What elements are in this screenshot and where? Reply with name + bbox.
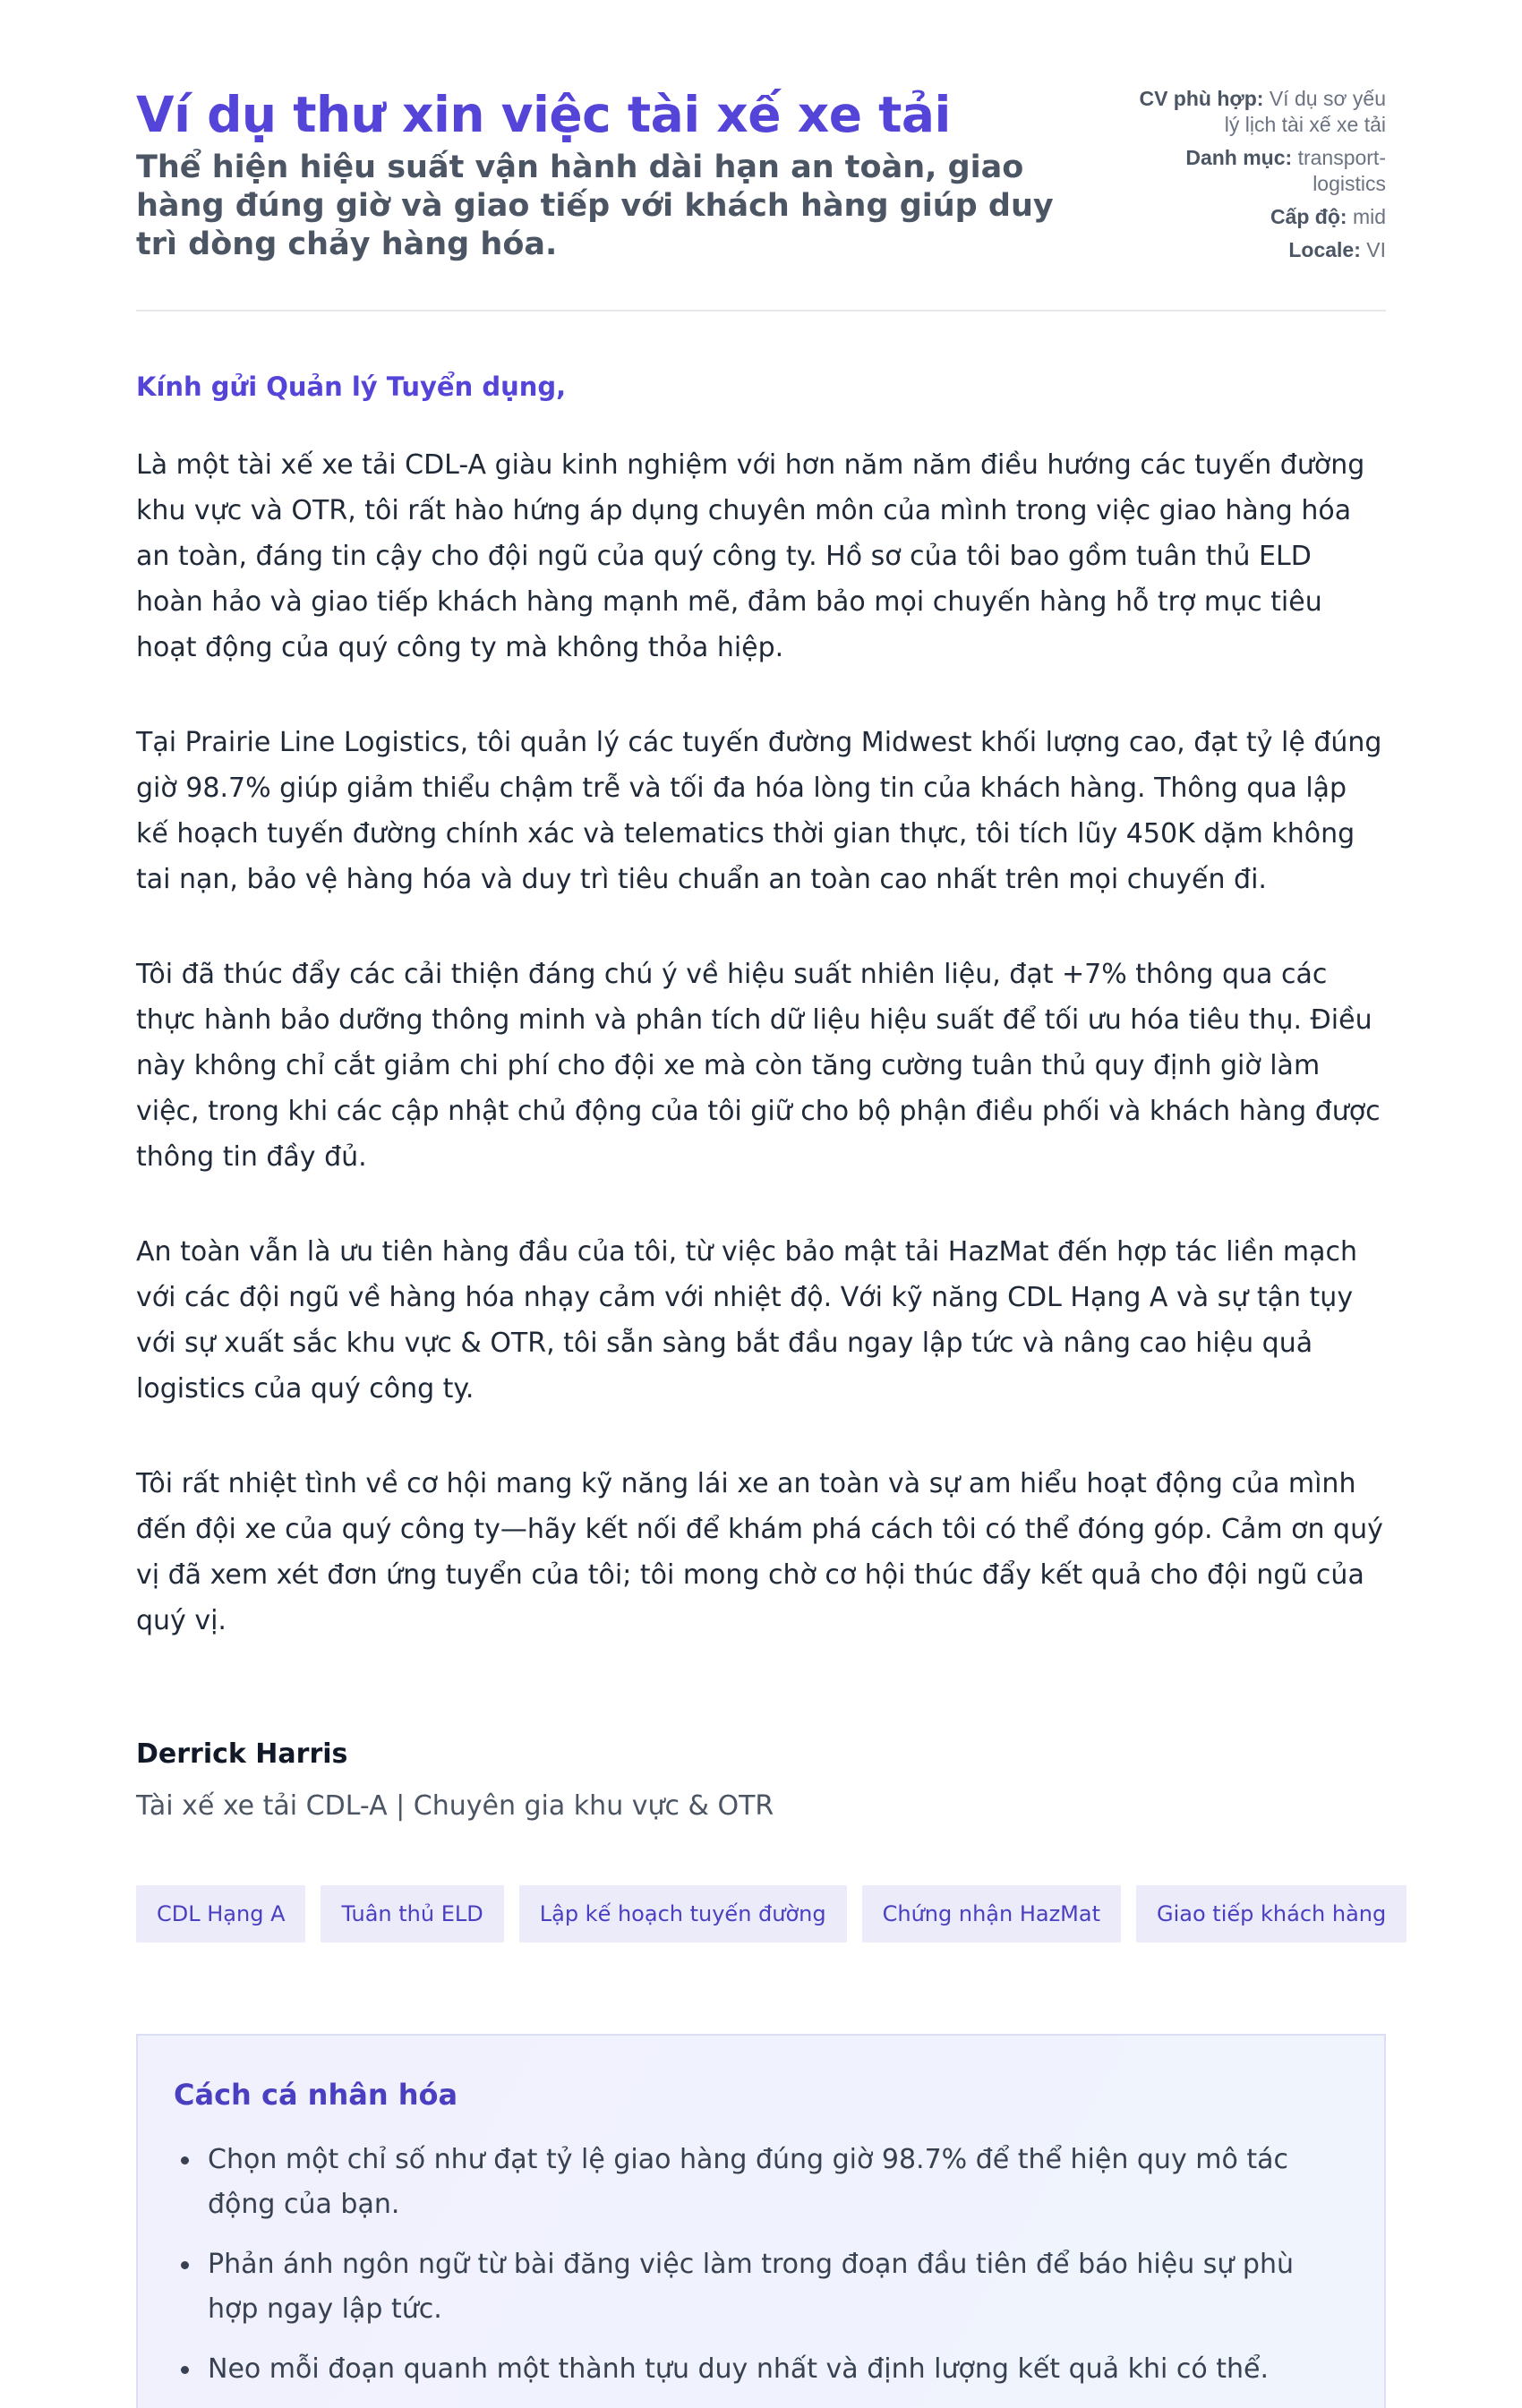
skill-tag: Chứng nhận HazMat bbox=[862, 1885, 1121, 1943]
skill-tag: Giao tiếp khách hàng bbox=[1136, 1885, 1407, 1943]
meta-category-value: transport-logistics bbox=[1297, 146, 1386, 195]
letter-paragraph-1: Là một tài xế xe tải CDL-A giàu kinh nghiệm với hơn năm năm điều hướng các tuyến đường khu vực và OTR, tôi rất hào hứng áp dụng chuyên môn của mình trong việc giao hàng hóa an toàn, đáng tin cậy cho đội ngũ của quý công ty. Hồ sơ của tôi bao gồm tuân thủ ELD hoàn hảo và giao tiếp khách hàng mạnh mẽ, đảm bảo mọi chuyến hàng hỗ trợ mục tiêu hoạt động của quý công ty mà không thỏa hiệp. bbox=[136, 449, 1365, 663]
tips-title: Cách cá nhân hóa bbox=[174, 2078, 458, 2112]
page-header bbox=[136, 0, 1386, 312]
page-subtitle: Thể hiện hiệu suất vận hành dài hạn an toàn, giao hàng đúng giờ và giao tiếp với khách hàng giúp duy trì dòng chảy hàng hóa. bbox=[136, 149, 1054, 262]
letter-paragraph-5: Tôi rất nhiệt tình về cơ hội mang kỹ năng lái xe an toàn và sự am hiểu hoạt động của mình đến đội xe của quý công ty—hãy kết nối để khám phá cách tôi có thể đóng góp. Cảm ơn quý vị đã xem xét đơn ứng tuyển của tôi; tôi mong chờ cơ hội thúc đẩy kết quả cho đội ngũ của quý vị. bbox=[136, 1468, 1383, 1636]
meta-level bbox=[1135, 204, 1386, 230]
meta-level-label: Cấp độ: bbox=[1270, 205, 1347, 228]
signature-role: Tài xế xe tải CDL-A | Chuyên gia khu vực & OTR bbox=[136, 1790, 774, 1822]
meta-locale bbox=[1135, 237, 1386, 263]
meta-cv-value: Ví dụ sơ yếu lý lịch tài xế xe tải bbox=[1224, 87, 1386, 136]
letter-paragraph-2: Tại Prairie Line Logistics, tôi quản lý các tuyến đường Midwest khối lượng cao, đạt tỷ lệ đúng giờ 98.7% giúp giảm thiểu chậm trễ và tối đa hóa lòng tin của khách hàng. Thông qua lập kế hoạch tuyến đường chính xác và telematics thời gian thực, tôi tích lũy 450K dặm không tai nạn, bảo vệ hàng hóa và duy trì tiêu chuẩn an toàn cao nhất trên mọi chuyến đi. bbox=[136, 727, 1382, 895]
letter-greeting: Kính gửi Quản lý Tuyển dụng, bbox=[136, 371, 567, 402]
page-title: Ví dụ thư xin việc tài xế xe tải bbox=[136, 86, 951, 143]
tips-list bbox=[174, 2138, 1348, 2392]
meta-level-value: mid bbox=[1352, 205, 1386, 228]
meta-locale-label: Locale: bbox=[1288, 238, 1361, 261]
letter-body bbox=[136, 369, 1386, 2408]
letter-paragraph-3: Tôi đã thúc đẩy các cải thiện đáng chú ý về hiệu suất nhiên liệu, đạt +7% thông qua các thực hành bảo dưỡng thông minh và phân tích dữ liệu hiệu suất để tối ưu hóa tiêu thụ. Điều này không chỉ cắt giảm chi phí cho đội xe mà còn tăng cường tuân thủ quy định giờ làm việc, trong khi các cập nhật chủ động của tôi giữ cho bộ phận điều phối và khách hàng được thông tin đầy đủ. bbox=[136, 959, 1381, 1173]
meta-panel bbox=[1135, 86, 1386, 270]
letter-paragraph-4: An toàn vẫn là ưu tiên hàng đầu của tôi, từ việc bảo mật tải HazMat đến hợp tác liền mạch với các đội ngũ về hàng hóa nhạy cảm với nhiệt độ. Với kỹ năng CDL Hạng A và sự tận tụy với sự xuất sắc khu vực & OTR, tôi sẵn sàng bắt đầu ngay lập tức và nâng cao hiệu quả logistics của quý công ty. bbox=[136, 1236, 1358, 1405]
meta-locale-value: VI bbox=[1366, 238, 1386, 261]
tips-list-item: Phản ánh ngôn ngữ từ bài đăng việc làm trong đoạn đầu tiên để báo hiệu sự phù hợp ngay lập tức. bbox=[208, 2242, 1348, 2332]
skill-tags bbox=[136, 1885, 1386, 1943]
meta-cv-label: CV phù hợp: bbox=[1139, 87, 1264, 110]
meta-category bbox=[1135, 145, 1386, 197]
tips-list-item: Chọn một chỉ số như đạt tỷ lệ giao hàng đúng giờ 98.7% để thể hiện quy mô tác động của bạn. bbox=[208, 2138, 1348, 2227]
skill-tag: Lập kế hoạch tuyến đường bbox=[519, 1885, 847, 1943]
skill-tag: CDL Hạng A bbox=[136, 1885, 305, 1943]
signature-name: Derrick Harris bbox=[136, 1738, 348, 1770]
meta-cv bbox=[1135, 86, 1386, 138]
skill-tag: Tuân thủ ELD bbox=[321, 1885, 503, 1943]
personalization-tips-box bbox=[136, 2034, 1386, 2408]
tips-list-item: Neo mỗi đoạn quanh một thành tựu duy nhất và định lượng kết quả khi có thể. bbox=[208, 2347, 1348, 2392]
meta-category-label: Danh mục: bbox=[1185, 146, 1293, 169]
